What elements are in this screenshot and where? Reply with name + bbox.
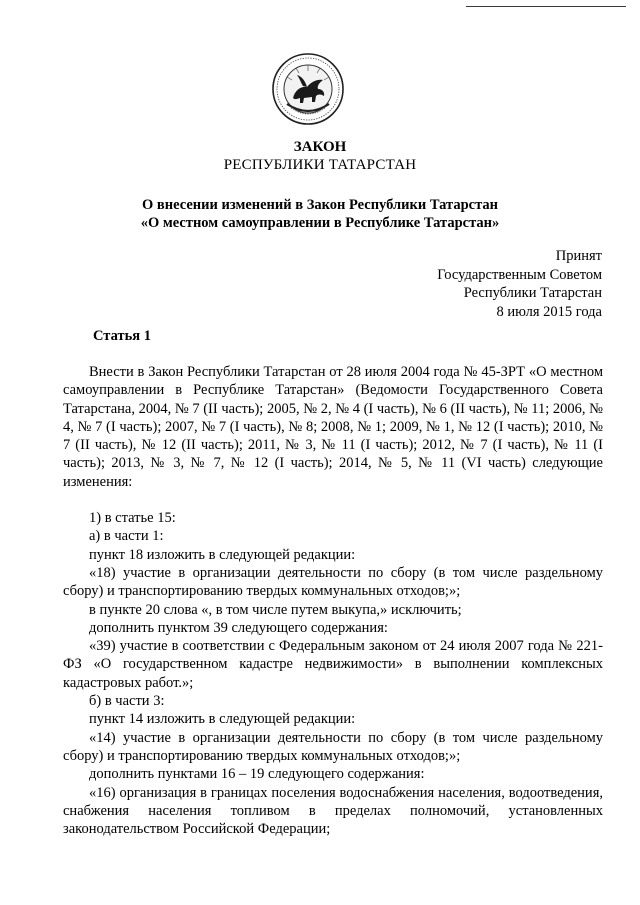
article-paragraph: «16) организация в границах поселения водоснабжения населения, водоотведения, снабжения населения топливом в пределах полномочий, установленных законодательством Российской Федерации; xyxy=(63,784,603,838)
article-paragraph: в пункте 20 слова «, в том числе путем выкупа,» исключить; xyxy=(89,601,462,618)
article-paragraph: «14) участие в организации деятельности по сбору (в том числе раздельному сбору) и транспортированию твердых коммунальных отходов;»; xyxy=(63,729,603,764)
adoption-line-2: Государственным Советом xyxy=(437,266,602,283)
article-body xyxy=(63,363,603,838)
adoption-date: 8 июля 2015 года xyxy=(496,303,602,320)
adoption-line-1: Принят xyxy=(555,248,602,264)
article-paragraph-intro: Внести в Закон Республики Татарстан от 28 июля 2004 года № 45-ЗРТ «О местном самоуправлении в Республике Татарстан» (Ведомости Государственного Совета Татарстана, 2004, № 7 (II часть); 2005, № 2, № 4 (I часть), № 6 (II часть), № 11; 2006, № 4, № 7 (I часть); 2007, № 7 (I часть), № 8; 2008, № 1; 2009, № 1, № 12 (I часть); 2010, № 7 (II часть), № 12 (II часть); 2011, № 3, № 11 (I часть); 2012, № 7 (I часть), № 11 (I часть); 2013, № 3, № 7, № 12 (I часть); 2014, № 5, № 11 (VI часть) следующие изменения: xyxy=(63,364,603,490)
adoption-line-3: Республики Татарстан xyxy=(463,285,602,301)
top-edge-rule xyxy=(466,6,626,7)
article-heading: Статья 1 xyxy=(93,328,151,344)
article-paragraph: а) в части 1: xyxy=(89,528,164,545)
document-title-line-1: О внесении изменений в Закон Республики Татарстан xyxy=(142,197,498,213)
article-paragraph: дополнить пунктом 39 следующего содержания: xyxy=(89,619,388,636)
article-paragraph: 1) в статье 15: xyxy=(89,510,176,527)
law-title-block xyxy=(0,138,640,174)
article-paragraph: б) в части 3: xyxy=(89,693,165,710)
document-title-line-2: «О местном самоуправлении в Республике Татарстан» xyxy=(140,215,500,231)
article-paragraph: дополнить пунктами 16 – 19 следующего содержания: xyxy=(89,766,425,783)
republic-label: РЕСПУБЛИКИ ТАТАРСТАН xyxy=(223,157,417,173)
law-label: ЗАКОН xyxy=(293,139,347,155)
article-paragraph: «39) участие в соответствии с Федеральным законом от 24 июля 2007 года № 221-ФЗ «О государственном кадастре недвижимости» в выполнении комплексных кадастровых работ.»; xyxy=(63,638,603,691)
adoption-block xyxy=(437,247,602,321)
article-paragraph: пункт 14 изложить в следующей редакции: xyxy=(89,711,356,728)
article-paragraph: пункт 18 изложить в следующей редакции: xyxy=(89,546,356,563)
article-paragraph: «18) участие в организации деятельности по сбору (в том числе раздельному сбору) и транспортированию твердых коммунальных отходов;»; xyxy=(63,564,603,600)
tatarstan-coat-of-arms-icon xyxy=(271,52,345,126)
document-title xyxy=(0,196,640,232)
